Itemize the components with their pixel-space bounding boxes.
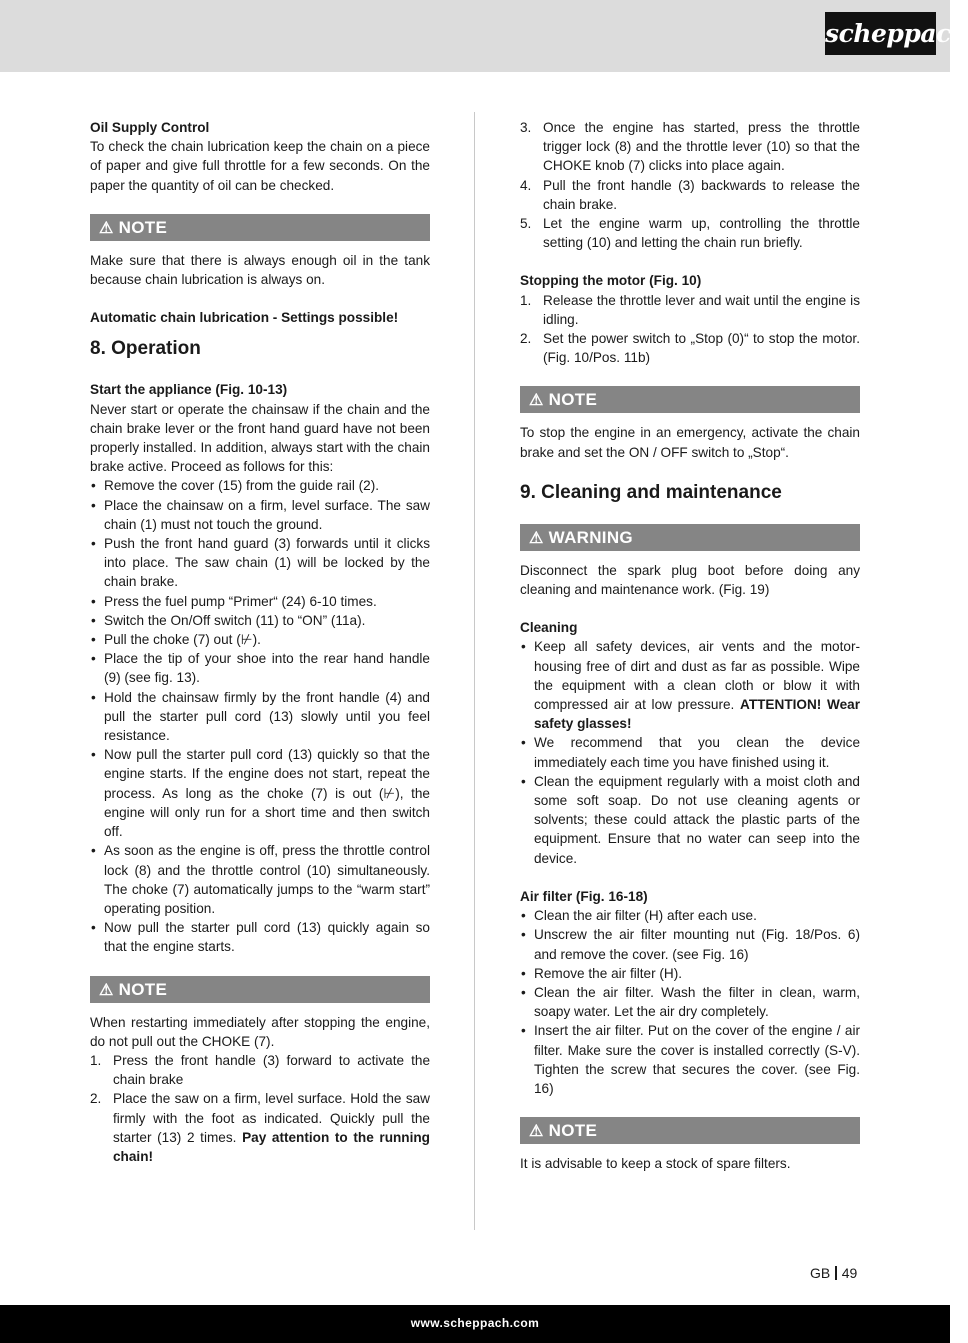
list-item: • Now pull the starter pull cord (13) quickly so that the engine starts. If the engine does not start, repeat the process. As long as the choke (7) is out (⊬), the engine will only run for a short time and then switch off. — [90, 745, 430, 841]
step-number: 5. — [520, 216, 532, 232]
step-number: 2. — [90, 1091, 102, 1107]
list-item: • Pull the choke (7) out (⊬). — [90, 630, 430, 649]
list-item: • Place the tip of your shoe into the rear hand handle (9) (see fig. 13). — [90, 649, 430, 687]
stop-step-list — [520, 291, 860, 368]
start-text: Never start or operate the chainsaw if the chain and the chain brake lever or the front hand guard have not been properly installed. In addition, always start with the chain brake active. Proceed as follows for this: — [90, 401, 430, 475]
step-number: 3. — [520, 120, 532, 135]
step-number: 1. — [90, 1052, 102, 1068]
list-item: • Remove the cover (15) from the guide rail (2). — [90, 476, 430, 495]
note-text: To stop the engine in an emergency, activate the chain brake and set the ON / OFF switch to „Stop“. — [520, 425, 860, 460]
page-number-value: 49 — [841, 1265, 858, 1281]
note-bar — [90, 976, 430, 1003]
numbered-step — [90, 1089, 430, 1166]
stop-heading: Stopping the motor (Fig. 10) — [520, 273, 702, 289]
note-bar — [90, 214, 430, 241]
warning-label: WARNING — [548, 527, 633, 547]
column-divider — [474, 112, 475, 1230]
list-item-text: Keep all safety devices, air vents and the motor-housing free of dirt and dust as far as possible. Wipe the equipment with a clean cloth or blow it with compressed air at low pressure. — [534, 639, 860, 713]
numbered-step — [520, 118, 860, 176]
step-text: Release the throttle lever and wait until the engine is idling. — [543, 292, 860, 327]
step-text: Set the power switch to „Stop (0)“ to stop the motor. (Fig. 10/Pos. 11b) — [543, 331, 860, 366]
step-text: Once the engine has started, press the throttle trigger lock (8) and the throttle lever (10) so that the CHOKE knob (7) clicks into place again. — [543, 120, 860, 174]
list-item: • Push the front hand guard (3) forwards until it clicks into place. The saw chain (1) will be locked by the chain brake. — [90, 534, 430, 592]
scheppach-logo: scheppach — [825, 12, 936, 55]
numbered-step — [520, 176, 860, 214]
list-item: • Clean the air filter (H) after each use. — [520, 906, 860, 925]
footer-bar — [0, 1305, 950, 1343]
warning-bar — [520, 524, 860, 551]
page-lang: GB — [810, 1265, 831, 1281]
note-text: It is advisable to keep a stock of spare filters. — [520, 1156, 791, 1172]
list-item-text: We recommend that you clean the device immediately each time you have finished using it. — [534, 735, 860, 770]
list-item-text: Clean the equipment regularly with a moist cloth and some soft soap. Do not use cleaning agents or solvents; these could attack the plastic parts of the equipment. Ensure that no water can seep into the device. — [534, 773, 860, 866]
cleaning-bullet-list — [520, 637, 860, 867]
oil-supply-text: To check the chain lubrication keep the chain on a piece of paper and give full throttle for a few seconds. On the paper the quantity of oil can be checked. — [90, 139, 430, 193]
note-label: NOTE — [548, 1121, 598, 1141]
list-item: • Place the chainsaw on a firm, level surface. The saw chain (1) must not touch the ground. — [90, 496, 430, 534]
list-item — [520, 733, 860, 771]
warning-text: Disconnect the spark plug boot before doing any cleaning and maintenance work. (Fig. 19) — [520, 562, 860, 598]
restart-step-list — [90, 1051, 430, 1166]
step-text: Let the engine warm up, controlling the throttle setting (10) and letting the chain run briefly. — [543, 216, 860, 251]
warning-triangle-icon: ⚠ — [529, 529, 544, 547]
list-item — [520, 637, 860, 733]
warning-triangle-icon: ⚠ — [529, 392, 544, 410]
list-item: • Unscrew the air filter mounting nut (Fig. 18/Pos. 6) and remove the cover. (see Fig. 16) — [520, 925, 860, 963]
page-number — [810, 1264, 857, 1282]
list-item: • Remove the air filter (H). — [520, 964, 860, 983]
step-number: 1. — [520, 292, 532, 308]
warning-triangle-icon: ⚠ — [99, 981, 114, 999]
step-text: Place the saw on a firm, level surface. Hold the saw firmly with the foot as indicated. Quickly pull the starter (13) 2 times. — [113, 1091, 430, 1145]
note-bar — [520, 1117, 860, 1144]
header-bar — [0, 0, 968, 72]
warning-triangle-icon: ⚠ — [99, 219, 114, 237]
airfilter-heading: Air filter (Fig. 16-18) — [520, 888, 648, 904]
note-label: NOTE — [118, 979, 168, 999]
list-item-emphasis: ATTENTION! Wear safety glasses! — [534, 697, 860, 732]
note-text: When restarting immediately after stopping the engine, do not pull out the CHOKE (7). — [90, 1014, 430, 1049]
list-item: • Switch the On/Off switch (11) to “ON” (11a). — [90, 611, 430, 630]
list-item — [520, 772, 860, 868]
warning-triangle-icon: ⚠ — [529, 1123, 544, 1141]
list-item: • Clean the air filter. Wash the filter in clean, warm, soapy water. Let the air dry completely. — [520, 983, 860, 1021]
list-item: • As soon as the engine is off, press the throttle control lock (8) and the throttle control (10) simultaneously. The choke (7) automatically jumps to the “warm start” operating position. — [90, 841, 430, 918]
step-number: 4. — [520, 177, 532, 193]
numbered-step — [520, 291, 860, 329]
airfilter-bullet-list — [520, 906, 860, 1098]
note-bar — [520, 386, 860, 413]
step-emphasis: Pay attention to the running chain! — [113, 1129, 430, 1164]
section-heading: 9. Cleaning and maintenance — [520, 481, 782, 503]
start-step-list — [520, 118, 860, 252]
note-text: Make sure that there is always enough oil in the tank because chain lubrication is always on. — [90, 252, 430, 288]
start-bullet-list — [90, 476, 430, 956]
cleaning-heading: Cleaning — [520, 620, 578, 636]
numbered-step — [90, 1051, 430, 1089]
step-text: Press the front handle (3) forward to activate the chain brake — [113, 1052, 430, 1088]
start-heading: Start the appliance (Fig. 10-13) — [90, 382, 288, 398]
numbered-step — [520, 214, 860, 252]
numbered-step — [520, 329, 860, 367]
right-column — [520, 118, 860, 1173]
step-text: Pull the front handle (3) backwards to release the chain brake. — [543, 177, 860, 212]
footer-url[interactable]: www.scheppach.com — [410, 1316, 540, 1330]
oil-supply-heading: Oil Supply Control — [90, 120, 210, 135]
list-item: • Hold the chainsaw firmly by the front handle (4) and pull the starter pull cord (13) slowly until you feel resistance. — [90, 688, 430, 746]
auto-lube-text: Automatic chain lubrication - Settings possible! — [90, 310, 399, 326]
step-number: 2. — [520, 331, 532, 347]
left-column — [90, 118, 430, 1166]
list-item: • Press the fuel pump “Primer“ (24) 6-10 times. — [90, 592, 430, 611]
section-heading: 8. Operation — [90, 338, 201, 360]
list-item: • Insert the air filter. Put on the cover of the engine / air filter. Make sure the cover is installed correctly (S-V). Tighten the screw that secures the cover. (see Fig. 16) — [520, 1021, 860, 1098]
note-label: NOTE — [118, 217, 168, 237]
list-item: • Now pull the starter pull cord (13) quickly again so that the engine starts. — [90, 918, 430, 956]
note-label: NOTE — [548, 390, 598, 410]
